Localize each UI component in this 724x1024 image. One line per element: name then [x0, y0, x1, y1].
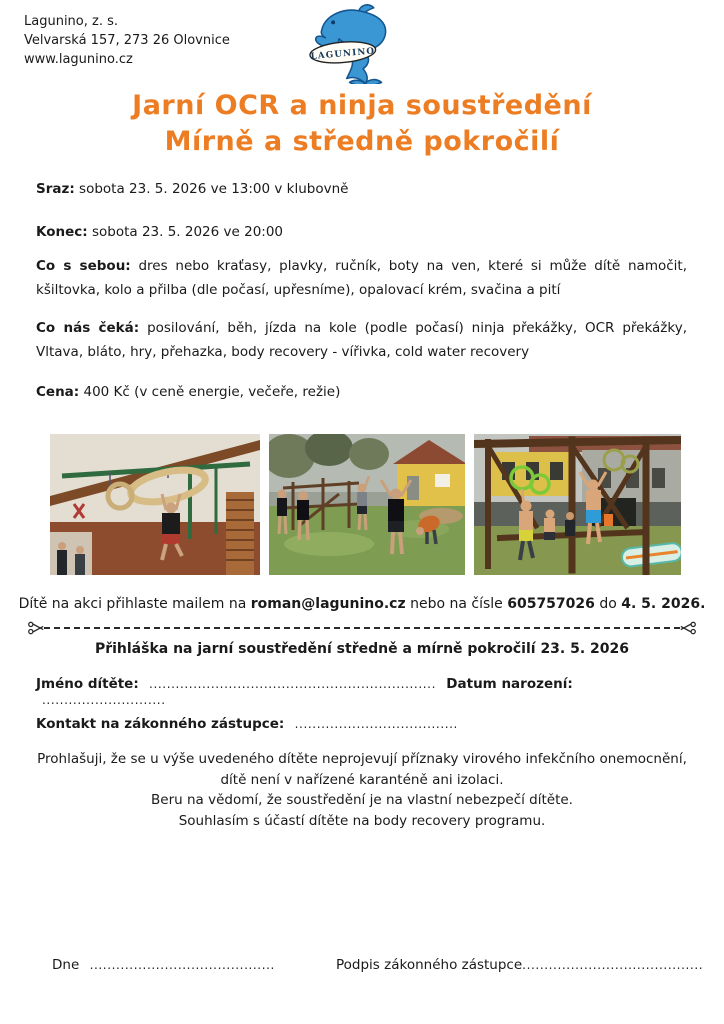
photo-indoor-gym [50, 434, 260, 575]
form-row-name [36, 676, 687, 708]
cut-line [28, 619, 696, 637]
photo-garden-training-illustration [269, 434, 465, 575]
scissors-icon [680, 621, 696, 635]
declaration-line-3: Souhlasím s účastí dítěte na body recovery programu. [178, 812, 546, 829]
declaration-line-2: Beru na vědomí, že soustředění je na vlastní nebezpečí dítěte. [151, 792, 573, 808]
scissors-icon [28, 621, 44, 635]
end-text: sobota 23. 5. 2026 ve 20:00 [91, 224, 284, 240]
bring-info [36, 254, 687, 302]
photo-strip [50, 434, 681, 575]
form-row-signature [336, 957, 709, 973]
signup-middle: nebo na čísle [410, 596, 503, 612]
title-line-2: Mírně a středně pokročilí [164, 126, 560, 157]
signup-phone: 605757026 [507, 596, 595, 612]
title-line-1: Jarní OCR a ninja soustředění [132, 90, 592, 121]
photo-indoor-gym-illustration [50, 434, 260, 575]
guardian-contact-label: Kontakt na zákonného zástupce: [36, 716, 285, 732]
logo-text: LAGUNINO [310, 46, 376, 63]
birth-date-label: Datum narození: [446, 676, 573, 692]
signup-connector: do [599, 596, 617, 612]
guardian-contact-field[interactable]: ..................................... [294, 717, 458, 731]
date-label: Dne [52, 957, 80, 973]
org-info [24, 12, 230, 69]
page-title [0, 88, 724, 160]
declaration [28, 749, 696, 831]
price-text: 400 Kč (v ceně energie, večeře, režie) [83, 384, 341, 400]
photo-ninja-rig-illustration [474, 434, 681, 575]
signup-prefix: Dítě na akci přihlaste mailem na [18, 596, 247, 612]
price-info [36, 380, 687, 404]
bring-label: Co s sebou: [36, 258, 131, 274]
form-row-date [52, 957, 281, 973]
end-info [36, 220, 687, 244]
child-name-field[interactable]: ................................................................. [149, 677, 436, 691]
signup-line [0, 596, 724, 612]
photo-ninja-rig [474, 434, 681, 575]
meeting-label: Sraz: [36, 181, 75, 197]
signup-email: roman@lagunino.cz [250, 596, 406, 612]
meeting-info [36, 177, 687, 201]
birth-date-field[interactable]: ............................ [42, 693, 166, 707]
end-label: Konec: [36, 224, 88, 240]
org-address: Velvarská 157, 273 26 Olovnice [24, 33, 230, 48]
photo-garden-training [269, 434, 465, 575]
dolphin-icon [306, 2, 398, 84]
signature-label: Podpis zákonného zástupce [336, 957, 523, 973]
org-website: www.lagunino.cz [24, 52, 133, 67]
bring-text: dres nebo kraťasy, plavky, ručník, boty na ven, které si může dítě namočit, kšiltovka, kolo a přilba (dle počasí, upřesníme), opalovací krém, svačina a pití [36, 258, 687, 298]
dolphin-eye [331, 20, 335, 24]
form-heading: Přihláška na jarní soustředění středně a mírně pokročilí 23. 5. 2026 [94, 641, 630, 657]
program-text: posilování, běh, jízda na kole (podle počasí) ninja překážky, OCR překážky, Vltava, bláto, hry, přehazka, body recovery - vířivka, cold water recovery [36, 320, 688, 360]
org-name: Lagunino, z. s. [24, 14, 119, 29]
lagunino-logo [306, 2, 398, 86]
form-row-guardian [36, 716, 464, 732]
cut-dashes [44, 627, 680, 629]
meeting-text: sobota 23. 5. 2026 ve 13:00 v klubovně [79, 181, 349, 197]
program-label: Co nás čeká: [36, 320, 140, 336]
declaration-line-1: Prohlašuji, že se u výše uvedeného dítěte neprojevují příznaky virového infekčního onemocnění, dítě není v nařízené karanténě ani izolaci. [37, 751, 687, 788]
child-name-label: Jméno dítěte: [36, 676, 139, 692]
date-field[interactable]: .......................................... [89, 958, 275, 972]
price-label: Cena: [36, 384, 80, 400]
signature-field[interactable]: ......................................... [522, 958, 704, 972]
signup-deadline: 4. 5. 2026. [621, 596, 706, 612]
program-info [36, 316, 687, 364]
